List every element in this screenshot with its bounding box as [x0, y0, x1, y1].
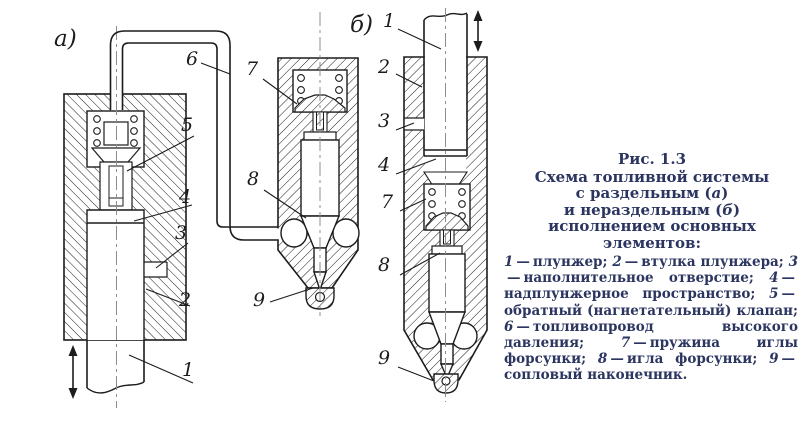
legend-item: 6 — топливопровод высокого давления;	[504, 318, 798, 352]
plunger-a	[87, 340, 144, 396]
panel-a-label: а)	[54, 26, 77, 52]
caption-line: элементов:	[602, 233, 702, 252]
caption-line: и нераздельным (б)	[563, 200, 741, 219]
legend-item: 2 — втулка плунжера;	[612, 254, 789, 270]
pump-assembly	[64, 26, 186, 408]
fill-hole-a	[144, 262, 167, 277]
callout-a-2: 2	[179, 289, 192, 311]
callout-b-7: 7	[381, 191, 394, 213]
caption-line: исполнением основных	[548, 217, 756, 236]
callout-mid-8: 8	[247, 168, 260, 190]
caption-line: Схема топливной системы	[534, 167, 770, 186]
legend-item: 5 —обратный (нагнетательный) клапан;	[504, 286, 798, 319]
fuel-gallery-right	[333, 219, 359, 247]
legend-item: 3— наполнительное отверстие;	[507, 254, 798, 287]
legend-item: 8 — игла форсунки;	[597, 351, 770, 368]
injector-needle	[301, 140, 339, 216]
callout-a-4: 4	[179, 186, 192, 208]
callout-b-1: 1	[383, 10, 396, 32]
legend-item: 4 —надплунжерное пространство;	[504, 270, 796, 303]
callout-a-1: 1	[182, 359, 195, 381]
plunger-motion-arrow-b	[474, 10, 483, 52]
callout-b-9: 9	[378, 347, 391, 369]
figure-legend	[504, 254, 798, 384]
caption-line: с раздельным (а)	[575, 184, 729, 203]
callout-mid-7: 7	[246, 58, 259, 80]
injector-unit	[404, 8, 487, 402]
figure-caption	[504, 151, 800, 252]
callout-a-5: 5	[181, 114, 194, 136]
fuel-gallery-left	[281, 219, 307, 247]
unit-needle	[429, 254, 465, 312]
injector-separate	[277, 12, 359, 316]
callout-b-4: 4	[378, 154, 391, 176]
callout-b-2: 2	[378, 56, 391, 78]
legend-item: 7 — пружина иглы форсунки;	[504, 335, 798, 368]
figure-number: Рис. 1.3	[617, 150, 687, 168]
callout-a-6: 6	[186, 48, 199, 70]
callout-mid-9: 9	[253, 289, 266, 311]
callout-a-3: 3	[175, 222, 188, 244]
plunger-motion-arrow-a	[69, 345, 78, 399]
callout-b-8: 8	[378, 254, 391, 276]
callout-b-3: 3	[378, 110, 391, 132]
legend-item: 9 —сопловый наконечник.	[504, 351, 796, 384]
legend-item: 1 — плунжер;	[504, 254, 613, 270]
panel-b-label: б)	[350, 12, 374, 38]
fill-hole-b	[404, 118, 424, 130]
